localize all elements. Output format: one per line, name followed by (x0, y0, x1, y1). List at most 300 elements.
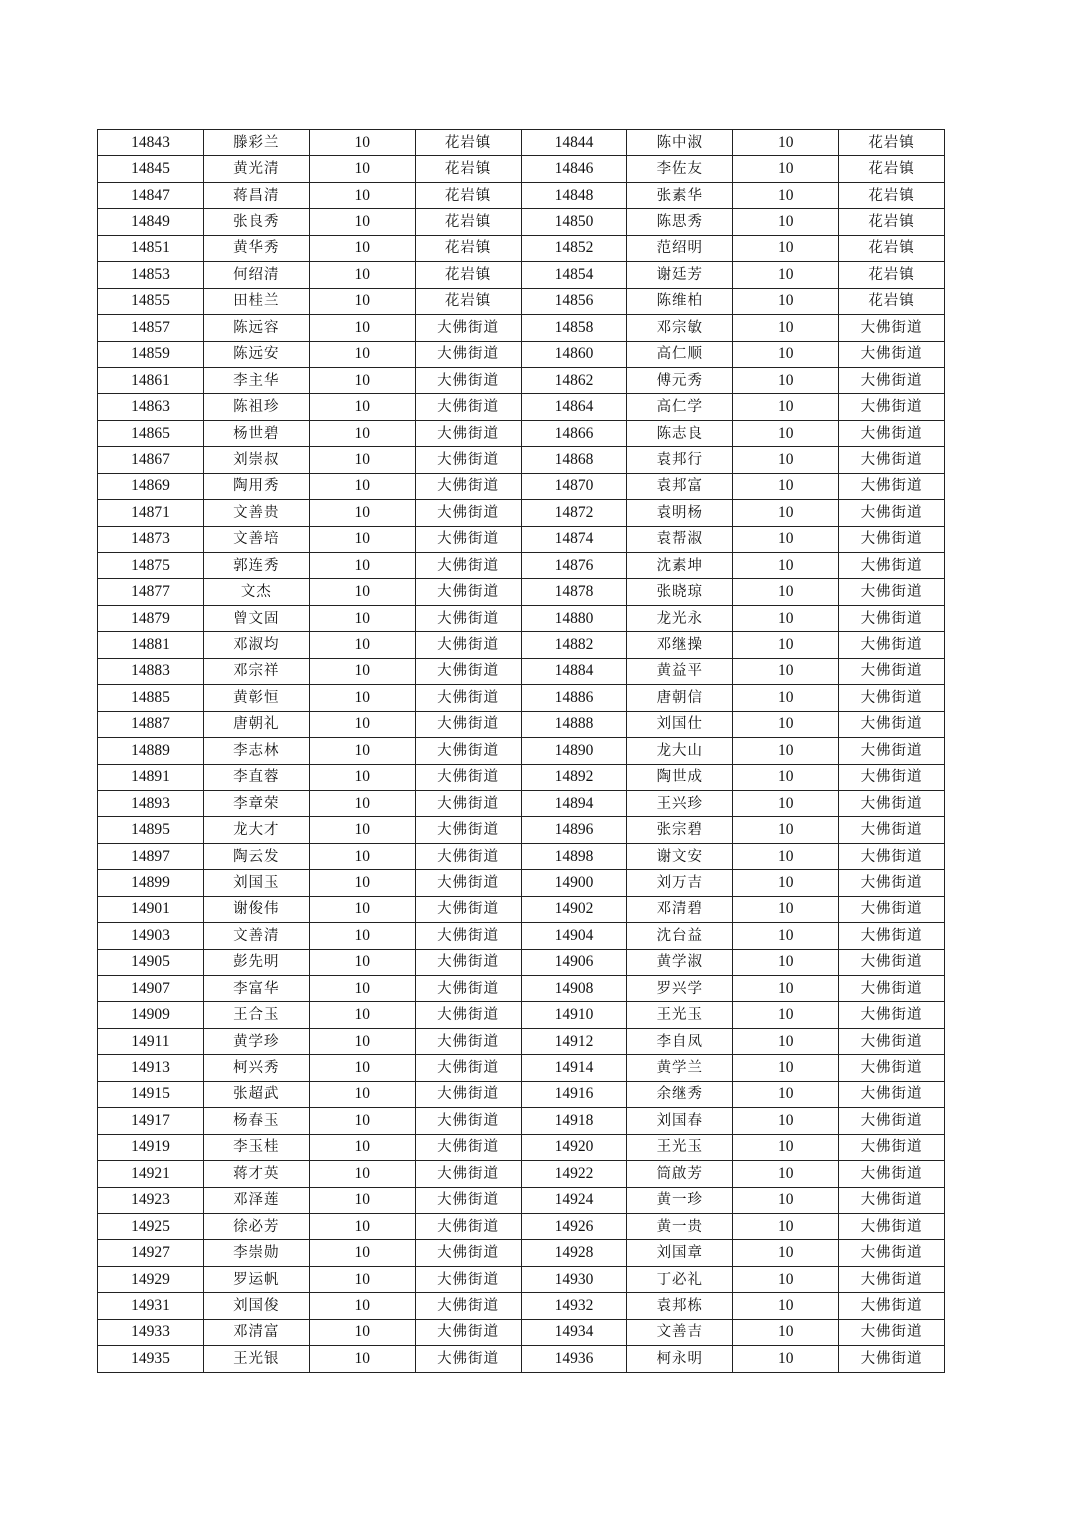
record-count-cell: 10 (733, 896, 839, 922)
record-count-cell: 10 (309, 605, 415, 631)
place-name-cell: 大佛街道 (839, 1134, 945, 1160)
roster-table (97, 129, 945, 1373)
place-name-cell: 大佛街道 (415, 1081, 521, 1107)
record-number-cell: 14935 (98, 1346, 204, 1372)
record-number-cell: 14865 (98, 420, 204, 446)
record-count-cell: 10 (733, 1293, 839, 1319)
place-name-cell: 大佛街道 (415, 632, 521, 658)
record-count-cell: 10 (733, 1319, 839, 1345)
record-number-cell: 14906 (521, 949, 627, 975)
place-name-cell: 花岩镇 (415, 209, 521, 235)
record-number-cell: 14876 (521, 553, 627, 579)
record-count-cell: 10 (309, 976, 415, 1002)
person-name-cell: 罗运帆 (203, 1266, 309, 1292)
place-name-cell: 大佛街道 (415, 1187, 521, 1213)
record-number-cell: 14860 (521, 341, 627, 367)
person-name-cell: 李主华 (203, 367, 309, 393)
table-row (98, 817, 945, 843)
record-count-cell: 10 (309, 632, 415, 658)
record-count-cell: 10 (309, 949, 415, 975)
record-count-cell: 10 (309, 209, 415, 235)
record-number-cell: 14902 (521, 896, 627, 922)
person-name-cell: 沈台益 (627, 923, 733, 949)
table-row (98, 658, 945, 684)
person-name-cell: 陈远容 (203, 315, 309, 341)
record-number-cell: 14881 (98, 632, 204, 658)
place-name-cell: 花岩镇 (839, 209, 945, 235)
record-number-cell: 14922 (521, 1161, 627, 1187)
place-name-cell: 大佛街道 (415, 1002, 521, 1028)
person-name-cell: 袁邦行 (627, 447, 733, 473)
record-number-cell: 14888 (521, 711, 627, 737)
place-name-cell: 花岩镇 (839, 156, 945, 182)
record-number-cell: 14905 (98, 949, 204, 975)
record-count-cell: 10 (733, 420, 839, 446)
record-number-cell: 14871 (98, 500, 204, 526)
place-name-cell: 大佛街道 (415, 1108, 521, 1134)
record-count-cell: 10 (309, 288, 415, 314)
record-number-cell: 14873 (98, 526, 204, 552)
place-name-cell: 大佛街道 (415, 764, 521, 790)
table-row (98, 949, 945, 975)
table-row (98, 182, 945, 208)
person-name-cell: 张超武 (203, 1081, 309, 1107)
person-name-cell: 李直蓉 (203, 764, 309, 790)
record-count-cell: 10 (309, 473, 415, 499)
person-name-cell: 邓淑均 (203, 632, 309, 658)
table-row (98, 1213, 945, 1239)
record-count-cell: 10 (309, 447, 415, 473)
person-name-cell: 文善清 (203, 923, 309, 949)
record-count-cell: 10 (309, 1161, 415, 1187)
table-row (98, 738, 945, 764)
record-count-cell: 10 (733, 658, 839, 684)
record-number-cell: 14911 (98, 1028, 204, 1054)
place-name-cell: 大佛街道 (839, 1108, 945, 1134)
record-number-cell: 14936 (521, 1346, 627, 1372)
place-name-cell: 大佛街道 (839, 473, 945, 499)
place-name-cell: 大佛街道 (839, 1293, 945, 1319)
record-number-cell: 14864 (521, 394, 627, 420)
record-number-cell: 14855 (98, 288, 204, 314)
place-name-cell: 大佛街道 (415, 685, 521, 711)
person-name-cell: 陈祖珍 (203, 394, 309, 420)
record-count-cell: 10 (733, 711, 839, 737)
record-count-cell: 10 (309, 1319, 415, 1345)
record-count-cell: 10 (733, 235, 839, 261)
record-count-cell: 10 (733, 632, 839, 658)
record-count-cell: 10 (309, 394, 415, 420)
record-count-cell: 10 (309, 1346, 415, 1372)
record-number-cell: 14862 (521, 367, 627, 393)
record-count-cell: 10 (733, 130, 839, 156)
record-number-cell: 14915 (98, 1081, 204, 1107)
record-number-cell: 14895 (98, 817, 204, 843)
record-count-cell: 10 (733, 923, 839, 949)
record-number-cell: 14886 (521, 685, 627, 711)
place-name-cell: 大佛街道 (839, 447, 945, 473)
record-number-cell: 14931 (98, 1293, 204, 1319)
record-count-cell: 10 (733, 1081, 839, 1107)
table-row (98, 1108, 945, 1134)
table-row (98, 447, 945, 473)
record-count-cell: 10 (309, 420, 415, 446)
record-number-cell: 14898 (521, 843, 627, 869)
record-count-cell: 10 (733, 764, 839, 790)
place-name-cell: 大佛街道 (839, 1028, 945, 1054)
place-name-cell: 大佛街道 (839, 817, 945, 843)
place-name-cell: 大佛街道 (415, 896, 521, 922)
person-name-cell: 邓清碧 (627, 896, 733, 922)
record-number-cell: 14932 (521, 1293, 627, 1319)
table-row (98, 843, 945, 869)
place-name-cell: 大佛街道 (839, 1346, 945, 1372)
record-count-cell: 10 (309, 843, 415, 869)
place-name-cell: 大佛街道 (415, 394, 521, 420)
table-row (98, 500, 945, 526)
place-name-cell: 大佛街道 (839, 843, 945, 869)
record-count-cell: 10 (733, 262, 839, 288)
place-name-cell: 大佛街道 (415, 738, 521, 764)
person-name-cell: 蒋才英 (203, 1161, 309, 1187)
place-name-cell: 大佛街道 (839, 367, 945, 393)
table-row (98, 579, 945, 605)
record-count-cell: 10 (733, 341, 839, 367)
person-name-cell: 黄华秀 (203, 235, 309, 261)
place-name-cell: 大佛街道 (839, 790, 945, 816)
place-name-cell: 大佛街道 (839, 1213, 945, 1239)
table-row (98, 1319, 945, 1345)
person-name-cell: 郭连秀 (203, 553, 309, 579)
record-number-cell: 14909 (98, 1002, 204, 1028)
record-number-cell: 14851 (98, 235, 204, 261)
person-name-cell: 邓清富 (203, 1319, 309, 1345)
person-name-cell: 唐朝信 (627, 685, 733, 711)
record-number-cell: 14859 (98, 341, 204, 367)
record-count-cell: 10 (309, 367, 415, 393)
place-name-cell: 大佛街道 (415, 870, 521, 896)
record-number-cell: 14899 (98, 870, 204, 896)
record-number-cell: 14900 (521, 870, 627, 896)
person-name-cell: 袁邦栋 (627, 1293, 733, 1319)
record-number-cell: 14891 (98, 764, 204, 790)
place-name-cell: 花岩镇 (415, 262, 521, 288)
record-number-cell: 14885 (98, 685, 204, 711)
person-name-cell: 徐必芳 (203, 1213, 309, 1239)
person-name-cell: 田桂兰 (203, 288, 309, 314)
record-number-cell: 14921 (98, 1161, 204, 1187)
place-name-cell: 大佛街道 (415, 1134, 521, 1160)
record-count-cell: 10 (733, 843, 839, 869)
place-name-cell: 大佛街道 (415, 711, 521, 737)
record-count-cell: 10 (733, 1346, 839, 1372)
person-name-cell: 柯永明 (627, 1346, 733, 1372)
record-number-cell: 14924 (521, 1187, 627, 1213)
place-name-cell: 花岩镇 (415, 288, 521, 314)
record-count-cell: 10 (309, 1213, 415, 1239)
record-count-cell: 10 (733, 976, 839, 1002)
table-row (98, 235, 945, 261)
record-number-cell: 14874 (521, 526, 627, 552)
person-name-cell: 高仁学 (627, 394, 733, 420)
person-name-cell: 刘国俊 (203, 1293, 309, 1319)
person-name-cell: 陈远安 (203, 341, 309, 367)
record-number-cell: 14927 (98, 1240, 204, 1266)
place-name-cell: 花岩镇 (839, 262, 945, 288)
person-name-cell: 张宗碧 (627, 817, 733, 843)
record-count-cell: 10 (309, 182, 415, 208)
record-number-cell: 14872 (521, 500, 627, 526)
person-name-cell: 陈志良 (627, 420, 733, 446)
person-name-cell: 李崇勋 (203, 1240, 309, 1266)
person-name-cell: 王光银 (203, 1346, 309, 1372)
table-row (98, 711, 945, 737)
person-name-cell: 陶用秀 (203, 473, 309, 499)
table-row (98, 394, 945, 420)
record-count-cell: 10 (309, 1266, 415, 1292)
record-number-cell: 14875 (98, 553, 204, 579)
place-name-cell: 大佛街道 (415, 526, 521, 552)
place-name-cell: 花岩镇 (415, 235, 521, 261)
person-name-cell: 邓泽莲 (203, 1187, 309, 1213)
record-number-cell: 14892 (521, 764, 627, 790)
place-name-cell: 大佛街道 (415, 367, 521, 393)
place-name-cell: 大佛街道 (839, 685, 945, 711)
place-name-cell: 大佛街道 (839, 394, 945, 420)
place-name-cell: 大佛街道 (415, 923, 521, 949)
person-name-cell: 黄彰恒 (203, 685, 309, 711)
record-count-cell: 10 (733, 790, 839, 816)
record-number-cell: 14912 (521, 1028, 627, 1054)
record-count-cell: 10 (733, 1213, 839, 1239)
record-number-cell: 14933 (98, 1319, 204, 1345)
record-number-cell: 14917 (98, 1108, 204, 1134)
place-name-cell: 花岩镇 (839, 235, 945, 261)
table-row (98, 870, 945, 896)
person-name-cell: 黄益平 (627, 658, 733, 684)
person-name-cell: 邓继操 (627, 632, 733, 658)
person-name-cell: 邓宗敏 (627, 315, 733, 341)
place-name-cell: 大佛街道 (839, 632, 945, 658)
place-name-cell: 大佛街道 (839, 1240, 945, 1266)
place-name-cell: 大佛街道 (415, 579, 521, 605)
record-count-cell: 10 (733, 1266, 839, 1292)
table-row (98, 1293, 945, 1319)
table-row (98, 473, 945, 499)
table-row (98, 553, 945, 579)
roster-table-body (98, 130, 945, 1373)
place-name-cell: 大佛街道 (839, 1002, 945, 1028)
record-number-cell: 14858 (521, 315, 627, 341)
person-name-cell: 唐朝礼 (203, 711, 309, 737)
record-count-cell: 10 (309, 1081, 415, 1107)
person-name-cell: 李富华 (203, 976, 309, 1002)
record-number-cell: 14868 (521, 447, 627, 473)
table-row (98, 1134, 945, 1160)
record-number-cell: 14889 (98, 738, 204, 764)
place-name-cell: 大佛街道 (839, 579, 945, 605)
person-name-cell: 柯兴秀 (203, 1055, 309, 1081)
person-name-cell: 范绍明 (627, 235, 733, 261)
person-name-cell: 张素华 (627, 182, 733, 208)
person-name-cell: 罗兴学 (627, 976, 733, 1002)
place-name-cell: 大佛街道 (839, 1266, 945, 1292)
record-count-cell: 10 (733, 1028, 839, 1054)
person-name-cell: 丁必礼 (627, 1266, 733, 1292)
record-count-cell: 10 (733, 738, 839, 764)
person-name-cell: 黄光清 (203, 156, 309, 182)
record-number-cell: 14916 (521, 1081, 627, 1107)
record-number-cell: 14897 (98, 843, 204, 869)
person-name-cell: 陈中淑 (627, 130, 733, 156)
place-name-cell: 大佛街道 (839, 1319, 945, 1345)
record-number-cell: 14866 (521, 420, 627, 446)
person-name-cell: 何绍清 (203, 262, 309, 288)
record-number-cell: 14913 (98, 1055, 204, 1081)
record-count-cell: 10 (309, 553, 415, 579)
record-count-cell: 10 (733, 1002, 839, 1028)
record-count-cell: 10 (309, 1187, 415, 1213)
record-count-cell: 10 (733, 1240, 839, 1266)
place-name-cell: 大佛街道 (415, 553, 521, 579)
person-name-cell: 筒啟芳 (627, 1161, 733, 1187)
record-number-cell: 14901 (98, 896, 204, 922)
record-count-cell: 10 (733, 156, 839, 182)
record-number-cell: 14854 (521, 262, 627, 288)
person-name-cell: 文善贵 (203, 500, 309, 526)
record-count-cell: 10 (309, 923, 415, 949)
record-number-cell: 14914 (521, 1055, 627, 1081)
person-name-cell: 王合玉 (203, 1002, 309, 1028)
record-count-cell: 10 (309, 1240, 415, 1266)
place-name-cell: 大佛街道 (839, 923, 945, 949)
table-row (98, 976, 945, 1002)
person-name-cell: 文善吉 (627, 1319, 733, 1345)
person-name-cell: 刘国玉 (203, 870, 309, 896)
table-row (98, 896, 945, 922)
place-name-cell: 大佛街道 (839, 711, 945, 737)
record-number-cell: 14923 (98, 1187, 204, 1213)
place-name-cell: 大佛街道 (415, 1346, 521, 1372)
person-name-cell: 袁帮淑 (627, 526, 733, 552)
person-name-cell: 刘崇叔 (203, 447, 309, 473)
place-name-cell: 大佛街道 (415, 1293, 521, 1319)
record-number-cell: 14887 (98, 711, 204, 737)
person-name-cell: 刘国章 (627, 1240, 733, 1266)
record-number-cell: 14884 (521, 658, 627, 684)
place-name-cell: 大佛街道 (839, 976, 945, 1002)
record-count-cell: 10 (309, 315, 415, 341)
record-number-cell: 14863 (98, 394, 204, 420)
record-number-cell: 14920 (521, 1134, 627, 1160)
place-name-cell: 花岩镇 (415, 182, 521, 208)
person-name-cell: 刘国春 (627, 1108, 733, 1134)
record-number-cell: 14919 (98, 1134, 204, 1160)
person-name-cell: 文善培 (203, 526, 309, 552)
person-name-cell: 黄学珍 (203, 1028, 309, 1054)
place-name-cell: 大佛街道 (415, 658, 521, 684)
record-count-cell: 10 (733, 209, 839, 235)
record-number-cell: 14910 (521, 1002, 627, 1028)
record-count-cell: 10 (309, 764, 415, 790)
person-name-cell: 蒋昌清 (203, 182, 309, 208)
person-name-cell: 黄一珍 (627, 1187, 733, 1213)
record-count-cell: 10 (309, 500, 415, 526)
table-row (98, 1346, 945, 1372)
person-name-cell: 傅元秀 (627, 367, 733, 393)
record-count-cell: 10 (733, 473, 839, 499)
record-count-cell: 10 (309, 235, 415, 261)
record-count-cell: 10 (733, 870, 839, 896)
record-number-cell: 14903 (98, 923, 204, 949)
table-row (98, 130, 945, 156)
record-number-cell: 14861 (98, 367, 204, 393)
person-name-cell: 陶云发 (203, 843, 309, 869)
record-number-cell: 14853 (98, 262, 204, 288)
person-name-cell: 黄一贵 (627, 1213, 733, 1239)
table-row (98, 790, 945, 816)
record-number-cell: 14856 (521, 288, 627, 314)
record-number-cell: 14852 (521, 235, 627, 261)
place-name-cell: 大佛街道 (839, 500, 945, 526)
record-number-cell: 14879 (98, 605, 204, 631)
table-row (98, 1055, 945, 1081)
record-count-cell: 10 (309, 262, 415, 288)
record-count-cell: 10 (309, 156, 415, 182)
record-number-cell: 14890 (521, 738, 627, 764)
table-row (98, 764, 945, 790)
record-number-cell: 14930 (521, 1266, 627, 1292)
record-count-cell: 10 (733, 553, 839, 579)
record-number-cell: 14918 (521, 1108, 627, 1134)
table-row (98, 288, 945, 314)
table-row (98, 209, 945, 235)
record-number-cell: 14882 (521, 632, 627, 658)
person-name-cell: 王兴珍 (627, 790, 733, 816)
place-name-cell: 大佛街道 (415, 976, 521, 1002)
table-row (98, 262, 945, 288)
record-number-cell: 14850 (521, 209, 627, 235)
place-name-cell: 大佛街道 (839, 764, 945, 790)
record-number-cell: 14870 (521, 473, 627, 499)
record-number-cell: 14845 (98, 156, 204, 182)
place-name-cell: 大佛街道 (839, 658, 945, 684)
record-count-cell: 10 (733, 949, 839, 975)
record-number-cell: 14904 (521, 923, 627, 949)
table-row (98, 1240, 945, 1266)
record-number-cell: 14867 (98, 447, 204, 473)
place-name-cell: 大佛街道 (415, 1055, 521, 1081)
record-count-cell: 10 (309, 738, 415, 764)
person-name-cell: 曾文固 (203, 605, 309, 631)
record-number-cell: 14878 (521, 579, 627, 605)
record-count-cell: 10 (733, 526, 839, 552)
person-name-cell: 李章荣 (203, 790, 309, 816)
record-count-cell: 10 (733, 1187, 839, 1213)
record-count-cell: 10 (309, 658, 415, 684)
person-name-cell: 王光玉 (627, 1134, 733, 1160)
record-count-cell: 10 (309, 1028, 415, 1054)
person-name-cell: 龙光永 (627, 605, 733, 631)
table-row (98, 367, 945, 393)
person-name-cell: 李玉桂 (203, 1134, 309, 1160)
person-name-cell: 袁明杨 (627, 500, 733, 526)
record-number-cell: 14857 (98, 315, 204, 341)
place-name-cell: 大佛街道 (839, 315, 945, 341)
place-name-cell: 大佛街道 (415, 1240, 521, 1266)
person-name-cell: 李自凤 (627, 1028, 733, 1054)
place-name-cell: 花岩镇 (839, 288, 945, 314)
